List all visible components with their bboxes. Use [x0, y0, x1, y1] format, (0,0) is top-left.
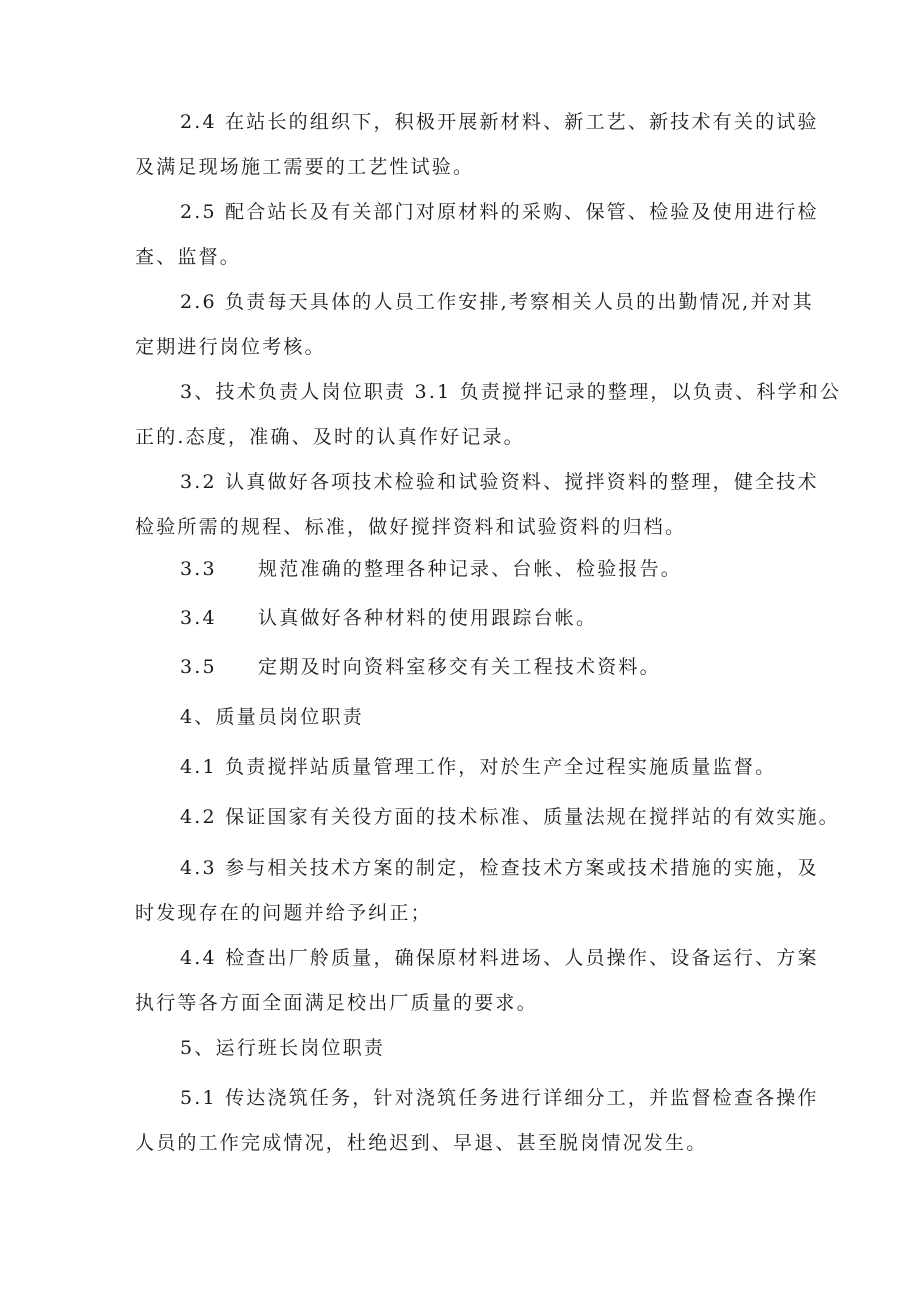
- paragraph-line: 参与相关技术方案的制定，检查技术方案或技术措施的实施，及: [225, 857, 819, 879]
- paragraph-line: 定期进行岗位考核。: [135, 336, 326, 358]
- paragraph-line: 认真做好各项技术检验和试验资料、搅拌资料的整理，健全技术: [225, 471, 819, 493]
- paragraph-line: 查、监督。: [135, 246, 242, 268]
- paragraph-number: 4、: [180, 706, 216, 728]
- paragraph-number: 3.2: [180, 471, 217, 493]
- paragraph-line: 质量员岗位职责: [215, 706, 364, 728]
- paragraph-line: 认真做好各种材料的使用跟踪台帐。: [258, 607, 598, 629]
- paragraph-number: 5.1: [180, 1087, 217, 1109]
- paragraph-line: 运行班长岗位职责: [215, 1037, 386, 1059]
- paragraph-5-1: [135, 1076, 819, 1166]
- paragraph-4-3: [135, 846, 819, 936]
- paragraph-line: 传达浇筑任务，针对浇筑任务进行详细分工，并监督检查各操作: [225, 1087, 819, 1109]
- paragraph-3-3: [135, 547, 795, 592]
- paragraph-number: 4.3: [180, 857, 217, 879]
- paragraph-2-6: [135, 280, 814, 370]
- paragraph-2-5: [135, 190, 819, 280]
- paragraph-4-4: [135, 936, 819, 1026]
- paragraph-number: 4.1: [180, 756, 217, 778]
- paragraph-line: 执行等各方面全面满足校出厂质量的要求。: [135, 992, 538, 1014]
- paragraph-number: 2.4: [180, 111, 217, 133]
- paragraph-number: 4.4: [180, 947, 217, 969]
- paragraph-line: 检查出厂舲质量，确保原材料进场、人员操作、设备运行、方案: [225, 947, 819, 969]
- paragraph-2-4: [135, 100, 819, 190]
- paragraph-number: 4.2: [180, 806, 217, 828]
- paragraph-line: 在站长的组织下，积极开展新材料、新工艺、新技术有关的试验: [225, 111, 819, 133]
- paragraph-line: 配合站长及有关部门对原材料的采购、保管、检验及使用进行检: [225, 201, 819, 223]
- paragraph-number: 3.3: [180, 558, 217, 580]
- paragraph-4-1: [135, 745, 795, 790]
- section-4-heading: [135, 695, 795, 740]
- paragraph-number: 5、: [180, 1037, 216, 1059]
- section-5-heading: [135, 1026, 795, 1071]
- paragraph-line: 负责搅拌站质量管理工作，对於生产全过程实施质量监督。: [225, 756, 777, 778]
- paragraph-line: 人员的工作完成情况，杜绝迟到、早退、甚至脱岗情况发生。: [135, 1132, 708, 1154]
- paragraph-line: 保证国家有关役方面的技术标准、质量法规在搅拌站的有效实施。: [225, 806, 840, 828]
- paragraph-line: 及满足现场施工需要的工艺性试验。: [135, 156, 475, 178]
- paragraph-line: 负责每天具体的人员工作安排,考察相关人员的出勤情况,并对其: [225, 291, 814, 313]
- paragraph-line: 时发现存在的问题并给予纠正；: [135, 902, 432, 924]
- paragraph-4-2: [135, 795, 840, 840]
- paragraph-line: 规范准确的整理各种记录、台帐、检验报告。: [258, 558, 683, 580]
- paragraph-line: 正的.态度，准确、及时的认真作好记录。: [135, 426, 525, 448]
- paragraph-line: 技术负责人岗位职责 3.1 负责搅拌记录的整理，以负责、科学和公: [215, 381, 842, 403]
- paragraph-3-2: [135, 460, 819, 550]
- section-3-heading-paragraph: [135, 370, 842, 460]
- paragraph-number: 2.5: [180, 201, 217, 223]
- paragraph-number: 3、: [180, 381, 216, 403]
- paragraph-3-5: [135, 645, 795, 690]
- paragraph-number: 3.5: [180, 656, 217, 678]
- paragraph-number: 3.4: [180, 607, 217, 629]
- paragraph-line: 定期及时向资料室移交有关工程技术资料。: [258, 656, 661, 678]
- paragraph-3-4: [135, 596, 795, 641]
- paragraph-number: 2.6: [180, 291, 217, 313]
- paragraph-line: 检验所需的规程、标准，做好搅拌资料和试验资料的归档。: [135, 516, 687, 538]
